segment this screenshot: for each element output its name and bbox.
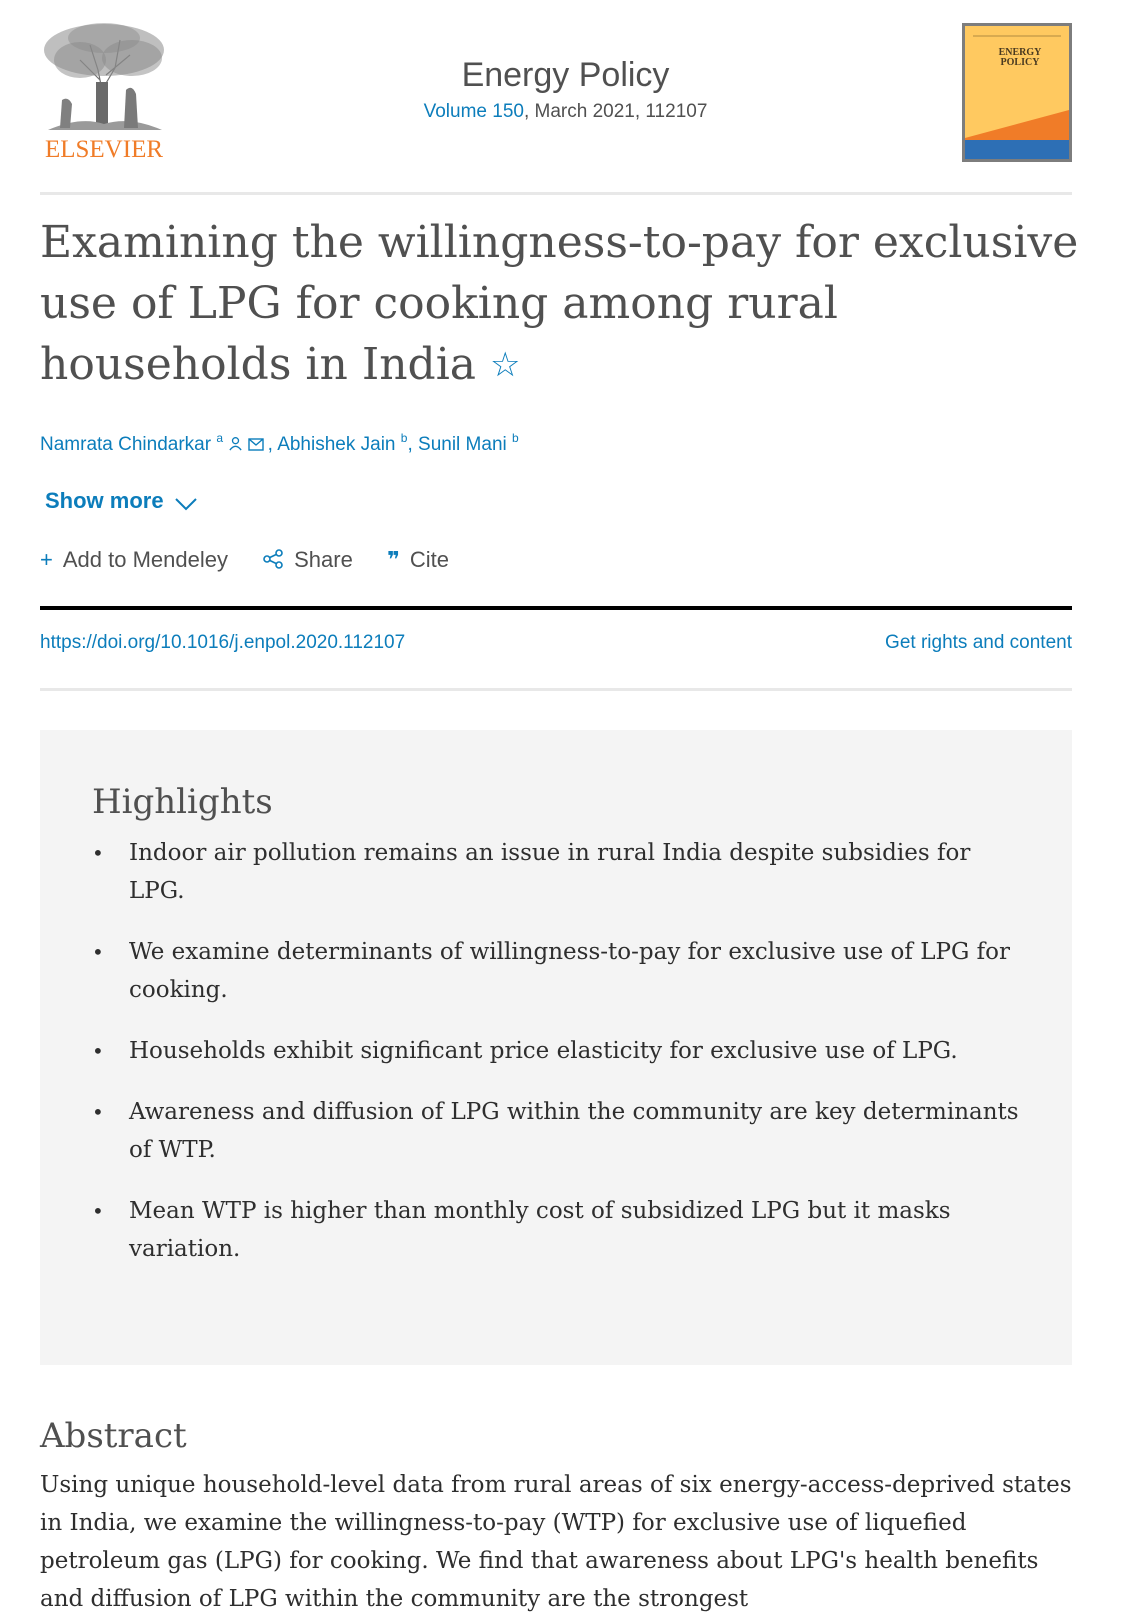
elsevier-tree-icon	[40, 20, 168, 132]
elsevier-logo[interactable]	[40, 20, 168, 165]
article-title-text: Examining the willingness-to-pay for exclusive use of LPG for cooking among rural households in India	[40, 217, 1079, 390]
highlight-item: • We examine determinants of willingness-to-pay for exclusive use of LPG for cooking.	[92, 933, 1032, 1009]
highlight-item: • Households exhibit significant price elasticity for exclusive use of LPG.	[92, 1032, 1032, 1070]
cite-button[interactable]	[387, 547, 449, 573]
cite-label: Cite	[409, 547, 449, 572]
issue-details: , March 2021, 112107	[523, 101, 708, 122]
author-name: Abhishek Jain	[277, 434, 396, 455]
add-to-mendeley-button[interactable]	[40, 547, 228, 573]
elsevier-wordmark: ELSEVIER	[44, 136, 164, 163]
show-more-label: Show more	[45, 488, 164, 513]
share-label: Share	[294, 547, 353, 572]
cover-art-icon	[965, 26, 1069, 159]
plus-icon: +	[40, 547, 53, 572]
share-button[interactable]	[262, 547, 353, 573]
actions-divider	[40, 606, 1072, 610]
author-separator: ,	[407, 434, 419, 455]
highlights-heading: Highlights	[92, 782, 273, 822]
highlight-item: • Awareness and diffusion of LPG within the community are key determinants of WTP.	[92, 1093, 1032, 1169]
highlights-section	[40, 730, 1072, 1365]
email-icon[interactable]	[248, 437, 268, 454]
author-link[interactable]	[418, 431, 519, 455]
author-affiliation-sup: b	[512, 431, 519, 445]
author-list	[40, 431, 519, 456]
highlight-item: • Indoor air pollution remains an issue in rural India despite subsidies for LPG.	[92, 834, 1032, 910]
quote-icon: ❞	[386, 548, 400, 573]
author-link[interactable]	[40, 431, 224, 455]
title-note-star-icon[interactable]: ☆	[490, 345, 521, 385]
journal-header	[300, 56, 831, 123]
chevron-down-icon	[174, 497, 198, 511]
person-icon[interactable]	[228, 437, 247, 454]
header-divider	[40, 192, 1072, 195]
highlight-item: • Mean WTP is higher than monthly cost of subsidized LPG but it masks variation.	[92, 1192, 1032, 1268]
add-to-mendeley-label: Add to Mendeley	[62, 547, 228, 572]
abstract-text: Using unique household-level data from rural areas of six energy-access-deprived states in India, we examine the willingness-to-pay (WTP) for exclusive use of liquefied petroleum gas (LPG) for cooking. We find that awareness about LPG's health benefits and diffusion of LPG within the community are the strongest	[40, 1472, 1072, 1612]
abstract-heading: Abstract	[40, 1416, 187, 1456]
volume-link[interactable]: Volume 150	[423, 101, 524, 122]
author-affiliation-sup: a	[216, 431, 224, 445]
author-link[interactable]	[277, 431, 408, 455]
rights-link[interactable]: Get rights and content	[885, 632, 1072, 653]
article-actions	[40, 547, 477, 573]
author-separator: ,	[267, 434, 278, 455]
author-name: Sunil Mani	[418, 434, 507, 455]
journal-issue-info	[300, 101, 831, 123]
show-more-button[interactable]	[45, 488, 198, 514]
author-name: Namrata Chindarkar	[40, 434, 212, 455]
journal-name[interactable]: Energy Policy	[461, 56, 670, 94]
doi-link[interactable]: https://doi.org/10.1016/j.enpol.2020.112107	[40, 632, 406, 653]
article-title	[40, 212, 1080, 396]
share-icon	[262, 547, 284, 573]
author-affiliation-sup: b	[400, 431, 408, 445]
journal-cover[interactable]	[962, 23, 1072, 162]
cover-title: ENERGY POLICY	[998, 47, 1042, 68]
doi-divider	[40, 688, 1072, 691]
highlights-list	[92, 834, 1032, 1291]
